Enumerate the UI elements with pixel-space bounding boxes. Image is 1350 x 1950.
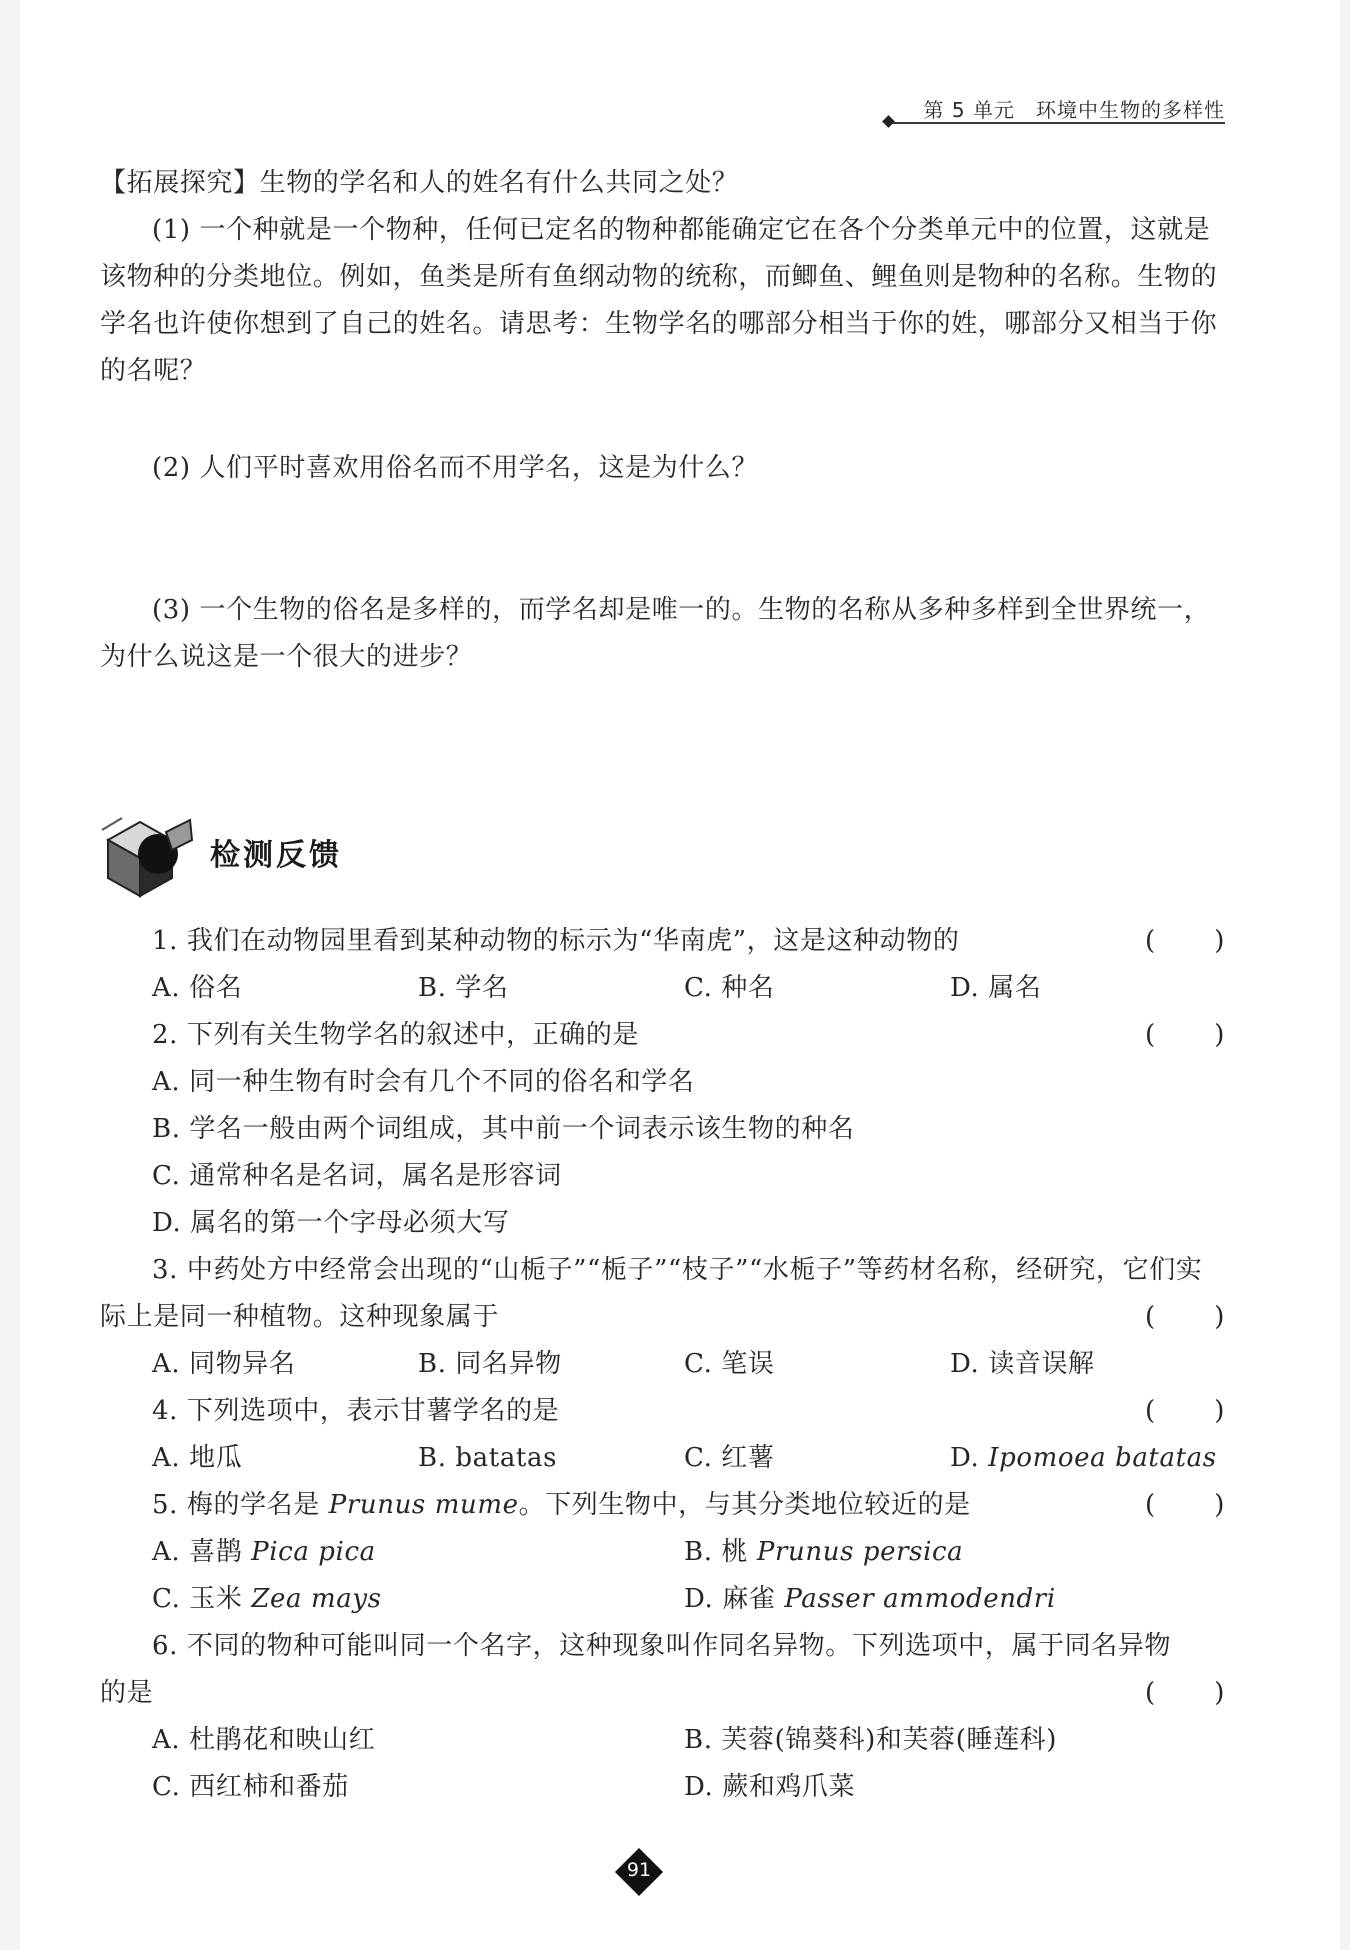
question-5-options-cd — [100, 1576, 1225, 1623]
option-c: C. 笔误 — [684, 1349, 775, 1379]
question-6-line2 — [100, 1670, 1225, 1717]
explore-question-1: (1) 一个种就是一个物种，任何已定名的物种都能确定它在各个分类单元中的位置，这就是该物种的分类地位。例如，鱼类是所有鱼纲动物的统称，而鲫鱼、鲤鱼则是物种的名称。生物的学名也许使你想到了自己的姓名。请思考：生物学名的哪部分相当于你的姓，哪部分又相当于你的名呢？ — [100, 215, 1218, 386]
question-6-options-cd — [100, 1764, 1225, 1811]
explore-question-3: (3) 一个生物的俗名是多样的，而学名却是唯一的。生物的名称从多种多样到全世界统一，为什么说这是一个很大的进步？ — [100, 595, 1211, 672]
option-b: B. 芙蓉(锦葵科)和芙蓉(睡莲科) — [684, 1725, 1058, 1755]
question-6-options-ab — [100, 1717, 1225, 1764]
question-3-line2 — [100, 1294, 1225, 1341]
question-1 — [100, 918, 1225, 965]
question-2-stem: 2. 下列有关生物学名的叙述中，正确的是 — [152, 1020, 640, 1050]
question-6-stem-line1: 6. 不同的物种可能叫同一个名字，这种现象叫作同名异物。下列选项中，属于同名异物 — [152, 1631, 1172, 1661]
question-2-option-a: A. 同一种生物有时会有几个不同的俗名和学名 — [152, 1067, 695, 1097]
option-d: D. 麻雀 Passer ammodendri — [684, 1584, 1056, 1614]
answer-blank: ( ) — [1145, 926, 1225, 956]
option-a: A. 俗名 — [152, 973, 243, 1003]
question-6 — [100, 1623, 1225, 1670]
answer-blank: ( ) — [1145, 1302, 1225, 1332]
section-title: 检测反馈 — [210, 838, 342, 873]
question-2-option-b: B. 学名一般由两个词组成，其中前一个词表示该生物的种名 — [152, 1114, 855, 1144]
unit-header: 第 5 单元 环境中生物的多样性 — [923, 98, 1225, 122]
question-2-option-c: C. 通常种名是名词，属名是形容词 — [152, 1161, 562, 1191]
option-d: D. 读音误解 — [950, 1349, 1095, 1379]
section-3d-icon — [100, 810, 195, 900]
answer-blank: ( ) — [1145, 1490, 1225, 1520]
option-c: C. 红薯 — [684, 1443, 775, 1473]
answer-blank: ( ) — [1145, 1678, 1225, 1708]
question-3-options — [100, 1341, 1225, 1388]
option-a: A. 同物异名 — [152, 1349, 296, 1379]
option-d: D. 属名 — [950, 973, 1042, 1003]
question-4-options — [100, 1435, 1225, 1482]
question-3-stem-line1: 3. 中药处方中经常会出现的“山栀子”“栀子”“枝子”“水栀子”等药材名称，经研究，它们实 — [152, 1255, 1203, 1285]
option-b: B. 同名异物 — [418, 1349, 562, 1379]
question-4 — [100, 1388, 1225, 1435]
question-5-options-ab — [100, 1529, 1225, 1576]
page-number: 91 — [615, 1848, 663, 1896]
question-3-stem-line2: 际上是同一种植物。这种现象属于 — [100, 1302, 500, 1332]
option-d: D. Ipomoea batatas — [950, 1443, 1217, 1473]
option-c: C. 玉米 Zea mays — [152, 1584, 382, 1614]
section-header — [100, 810, 500, 900]
question-2 — [100, 1012, 1225, 1059]
question-1-stem: 1. 我们在动物园里看到某种动物的标示为“华南虎”，这是这种动物的 — [152, 926, 960, 956]
question-5 — [100, 1482, 1225, 1529]
option-c: C. 西红柿和番茄 — [152, 1772, 349, 1802]
question-5-stem: 5. 梅的学名是 Prunus mume。下列生物中，与其分类地位较近的是 — [152, 1490, 971, 1520]
question-6-stem-line2: 的是 — [100, 1678, 154, 1708]
question-4-stem: 4. 下列选项中，表示甘薯学名的是 — [152, 1396, 560, 1426]
answer-blank: ( ) — [1145, 1396, 1225, 1426]
question-3 — [100, 1247, 1225, 1294]
explore-question-2: (2) 人们平时喜欢用俗名而不用学名，这是为什么？ — [152, 453, 759, 483]
header-rule — [892, 122, 1225, 124]
question-2-option-d: D. 属名的第一个字母必须大写 — [152, 1208, 510, 1238]
question-1-options — [100, 965, 1225, 1012]
explore-heading: 【拓展探究】生物的学名和人的姓名有什么共同之处？ — [100, 168, 739, 198]
option-b: B. batatas — [418, 1443, 558, 1473]
option-a: A. 地瓜 — [152, 1443, 243, 1473]
option-a: A. 杜鹃花和映山红 — [152, 1725, 376, 1755]
option-a: A. 喜鹊 Pica pica — [152, 1537, 376, 1567]
option-d: D. 蕨和鸡爪菜 — [684, 1772, 856, 1802]
answer-blank: ( ) — [1145, 1020, 1225, 1050]
option-b: B. 学名 — [418, 973, 509, 1003]
option-c: C. 种名 — [684, 973, 775, 1003]
option-b: B. 桃 Prunus persica — [684, 1537, 964, 1567]
